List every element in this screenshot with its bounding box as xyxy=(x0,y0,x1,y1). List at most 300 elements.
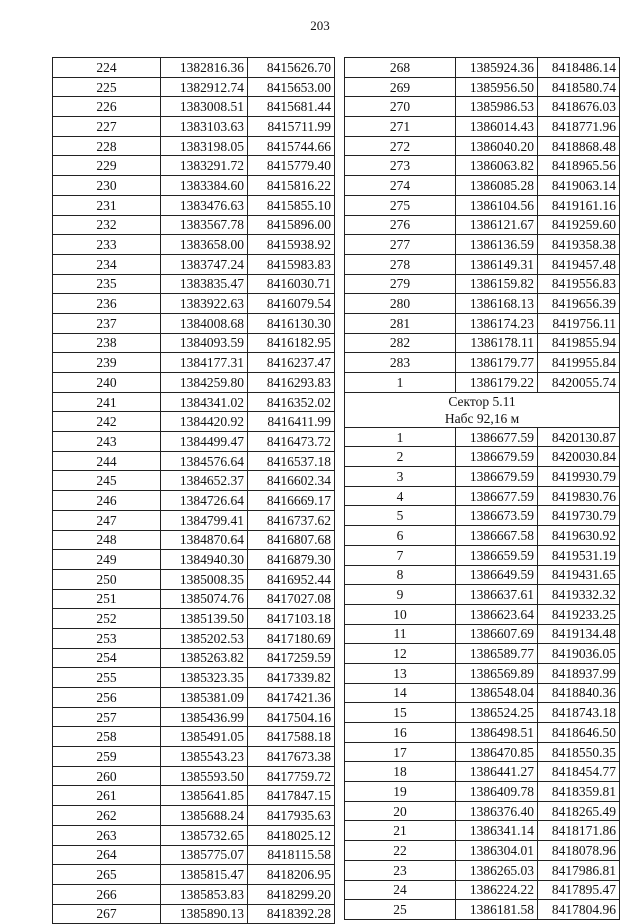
coord-y: 8418454.77 xyxy=(538,762,620,782)
coord-y: 8415938.92 xyxy=(248,235,335,255)
table-row xyxy=(53,451,335,471)
point-number: 248 xyxy=(53,530,161,550)
point-number: 20 xyxy=(345,801,456,821)
coord-x: 1386659.59 xyxy=(456,545,538,565)
page-number: 203 xyxy=(310,18,330,33)
coord-x: 1386673.59 xyxy=(456,506,538,526)
coord-x: 1386040.20 xyxy=(456,136,538,156)
coord-y: 8417588.18 xyxy=(248,727,335,747)
table-row xyxy=(53,195,335,215)
table-row xyxy=(345,467,620,487)
table-row xyxy=(53,294,335,314)
table-row xyxy=(345,841,620,861)
coord-x: 1386136.59 xyxy=(456,235,538,255)
coord-y: 8415816.22 xyxy=(248,176,335,196)
coord-x: 1385436.99 xyxy=(161,707,248,727)
point-number: 247 xyxy=(53,510,161,530)
point-number: 225 xyxy=(53,77,161,97)
section-subtitle: Набс 92,16 м xyxy=(444,410,520,426)
table-row xyxy=(345,526,620,546)
point-number: 236 xyxy=(53,294,161,314)
coordinates-table-left xyxy=(52,57,335,924)
point-number: 245 xyxy=(53,471,161,491)
point-number: 255 xyxy=(53,668,161,688)
point-number: 257 xyxy=(53,707,161,727)
point-number: 238 xyxy=(53,333,161,353)
table-row xyxy=(345,742,620,762)
coord-y: 8416130.30 xyxy=(248,313,335,333)
coord-x: 1383567.78 xyxy=(161,215,248,235)
table-row xyxy=(53,235,335,255)
coord-y: 8416237.47 xyxy=(248,353,335,373)
point-number: 4 xyxy=(345,486,456,506)
coord-x: 1386498.51 xyxy=(456,723,538,743)
table-row xyxy=(53,510,335,530)
coord-x: 1384259.80 xyxy=(161,373,248,393)
table-row xyxy=(345,294,620,314)
coord-x: 1384008.68 xyxy=(161,313,248,333)
table-row xyxy=(345,427,620,447)
table-row xyxy=(345,195,620,215)
coord-y: 8418965.56 xyxy=(538,156,620,176)
coord-y: 8418299.20 xyxy=(248,884,335,904)
table-row xyxy=(53,412,335,432)
point-number: 14 xyxy=(345,683,456,703)
table-row xyxy=(345,565,620,585)
table-row xyxy=(53,274,335,294)
table-row xyxy=(53,136,335,156)
coord-y: 8418937.99 xyxy=(538,663,620,683)
point-number: 25 xyxy=(345,900,456,920)
coord-x: 1383291.72 xyxy=(161,156,248,176)
coord-y: 8419233.25 xyxy=(538,604,620,624)
coord-y: 8419756.11 xyxy=(538,313,620,333)
coord-y: 8418580.74 xyxy=(538,77,620,97)
coord-y: 8418115.58 xyxy=(248,845,335,865)
point-number: 268 xyxy=(345,58,456,78)
table-row xyxy=(345,545,620,565)
table-row xyxy=(53,215,335,235)
coord-y: 8417180.69 xyxy=(248,628,335,648)
table-row xyxy=(345,506,620,526)
point-number: 239 xyxy=(53,353,161,373)
coord-y: 8417759.72 xyxy=(248,766,335,786)
coord-x: 1384576.64 xyxy=(161,451,248,471)
coord-y: 8419730.79 xyxy=(538,506,620,526)
table-row xyxy=(53,825,335,845)
coord-x: 1382912.74 xyxy=(161,77,248,97)
coord-y: 8416030.71 xyxy=(248,274,335,294)
coord-x: 1386014.43 xyxy=(456,117,538,137)
coord-x: 1385543.23 xyxy=(161,747,248,767)
table-row xyxy=(345,663,620,683)
point-number: 3 xyxy=(345,467,456,487)
coord-y: 8417504.16 xyxy=(248,707,335,727)
point-number: 262 xyxy=(53,806,161,826)
coord-x: 1386679.59 xyxy=(456,467,538,487)
table-row xyxy=(345,373,620,393)
coord-x: 1386679.59 xyxy=(456,447,538,467)
coord-y: 8418025.12 xyxy=(248,825,335,845)
point-number: 243 xyxy=(53,432,161,452)
coord-y: 8419656.39 xyxy=(538,294,620,314)
coord-x: 1385202.53 xyxy=(161,628,248,648)
point-number: 237 xyxy=(53,313,161,333)
coord-x: 1384420.92 xyxy=(161,412,248,432)
coord-y: 8418743.18 xyxy=(538,703,620,723)
coord-x: 1386341.14 xyxy=(456,821,538,841)
coord-x: 1386174.23 xyxy=(456,313,538,333)
coord-y: 8417673.38 xyxy=(248,747,335,767)
coord-x: 1385853.83 xyxy=(161,884,248,904)
coord-x: 1386637.61 xyxy=(456,585,538,605)
coord-x: 1383922.63 xyxy=(161,294,248,314)
coord-y: 8416079.54 xyxy=(248,294,335,314)
coord-y: 8416737.62 xyxy=(248,510,335,530)
table-row xyxy=(53,884,335,904)
point-number: 253 xyxy=(53,628,161,648)
coord-y: 8418486.14 xyxy=(538,58,620,78)
point-number: 232 xyxy=(53,215,161,235)
table-row xyxy=(53,373,335,393)
coord-y: 8417421.36 xyxy=(248,688,335,708)
point-number: 283 xyxy=(345,353,456,373)
coord-y: 8419531.19 xyxy=(538,545,620,565)
point-number: 240 xyxy=(53,373,161,393)
coord-x: 1386470.85 xyxy=(456,742,538,762)
coord-x: 1385323.35 xyxy=(161,668,248,688)
table-row xyxy=(345,176,620,196)
coord-x: 1386667.58 xyxy=(456,526,538,546)
table-row xyxy=(53,845,335,865)
coord-y: 8415681.44 xyxy=(248,97,335,117)
table-row xyxy=(53,333,335,353)
table-row xyxy=(345,723,620,743)
coord-y: 8416669.17 xyxy=(248,491,335,511)
table-row xyxy=(345,900,620,920)
point-number: 1 xyxy=(345,427,456,447)
coord-y: 8417804.96 xyxy=(538,900,620,920)
coord-y: 8418206.95 xyxy=(248,865,335,885)
coord-y: 8415779.40 xyxy=(248,156,335,176)
table-row xyxy=(53,77,335,97)
table-row xyxy=(345,313,620,333)
coord-y: 8419930.79 xyxy=(538,467,620,487)
coord-x: 1386623.64 xyxy=(456,604,538,624)
coord-x: 1386441.27 xyxy=(456,762,538,782)
point-number: 6 xyxy=(345,526,456,546)
coord-y: 8418265.49 xyxy=(538,801,620,821)
table-row xyxy=(345,117,620,137)
point-number: 241 xyxy=(53,392,161,412)
coord-x: 1386181.58 xyxy=(456,900,538,920)
coord-y: 8417986.81 xyxy=(538,860,620,880)
point-number: 277 xyxy=(345,235,456,255)
coord-x: 1385491.05 xyxy=(161,727,248,747)
table-row xyxy=(345,624,620,644)
coord-x: 1386376.40 xyxy=(456,801,538,821)
point-number: 249 xyxy=(53,550,161,570)
coord-x: 1384940.30 xyxy=(161,550,248,570)
coord-x: 1383103.63 xyxy=(161,117,248,137)
point-number: 281 xyxy=(345,313,456,333)
coord-x: 1385139.50 xyxy=(161,609,248,629)
coord-x: 1384799.41 xyxy=(161,510,248,530)
coord-y: 8418676.03 xyxy=(538,97,620,117)
point-number: 23 xyxy=(345,860,456,880)
table-row xyxy=(345,585,620,605)
table-row xyxy=(345,254,620,274)
point-number: 246 xyxy=(53,491,161,511)
table-row xyxy=(53,865,335,885)
coord-x: 1386168.13 xyxy=(456,294,538,314)
coord-y: 8419830.76 xyxy=(538,486,620,506)
coord-x: 1384341.02 xyxy=(161,392,248,412)
table-row xyxy=(53,117,335,137)
coord-y: 8417103.18 xyxy=(248,609,335,629)
point-number: 265 xyxy=(53,865,161,885)
table-row xyxy=(53,392,335,412)
table-row xyxy=(53,668,335,688)
table-row xyxy=(53,688,335,708)
table-row xyxy=(345,821,620,841)
coord-x: 1386179.77 xyxy=(456,353,538,373)
table-row xyxy=(53,569,335,589)
coord-y: 8418078.96 xyxy=(538,841,620,861)
coord-x: 1386589.77 xyxy=(456,644,538,664)
coord-x: 1384177.31 xyxy=(161,353,248,373)
table-row xyxy=(345,97,620,117)
coord-x: 1383835.47 xyxy=(161,274,248,294)
point-number: 13 xyxy=(345,663,456,683)
coord-y: 8419036.05 xyxy=(538,644,620,664)
coord-x: 1385890.13 xyxy=(161,904,248,924)
coord-y: 8416293.83 xyxy=(248,373,335,393)
table-row xyxy=(53,628,335,648)
table-row xyxy=(53,58,335,78)
table-row xyxy=(345,860,620,880)
point-number: 8 xyxy=(345,565,456,585)
coord-y: 8416182.95 xyxy=(248,333,335,353)
coord-x: 1385732.65 xyxy=(161,825,248,845)
coordinates-table-right xyxy=(344,57,620,920)
coord-x: 1383198.05 xyxy=(161,136,248,156)
table-row xyxy=(53,707,335,727)
coord-y: 8418646.50 xyxy=(538,723,620,743)
point-number: 266 xyxy=(53,884,161,904)
coord-y: 8418392.28 xyxy=(248,904,335,924)
point-number: 260 xyxy=(53,766,161,786)
coord-y: 8420130.87 xyxy=(538,427,620,447)
coord-x: 1385924.36 xyxy=(456,58,538,78)
table-row xyxy=(53,530,335,550)
coord-y: 8416879.30 xyxy=(248,550,335,570)
point-number: 11 xyxy=(345,624,456,644)
coord-x: 1385008.35 xyxy=(161,569,248,589)
coord-x: 1383384.60 xyxy=(161,176,248,196)
coord-x: 1383008.51 xyxy=(161,97,248,117)
table-row xyxy=(53,432,335,452)
coord-x: 1385593.50 xyxy=(161,766,248,786)
coord-x: 1384499.47 xyxy=(161,432,248,452)
point-number: 234 xyxy=(53,254,161,274)
table-row xyxy=(53,589,335,609)
point-number: 1 xyxy=(345,373,456,393)
coord-x: 1386607.69 xyxy=(456,624,538,644)
point-number: 9 xyxy=(345,585,456,605)
coord-y: 8419556.83 xyxy=(538,274,620,294)
point-number: 275 xyxy=(345,195,456,215)
coord-x: 1386159.82 xyxy=(456,274,538,294)
coord-y: 8415896.00 xyxy=(248,215,335,235)
point-number: 282 xyxy=(345,333,456,353)
table-row xyxy=(345,156,620,176)
coord-y: 8416352.02 xyxy=(248,392,335,412)
point-number: 24 xyxy=(345,880,456,900)
coord-y: 8415711.99 xyxy=(248,117,335,137)
coord-x: 1384726.64 xyxy=(161,491,248,511)
point-number: 233 xyxy=(53,235,161,255)
point-number: 235 xyxy=(53,274,161,294)
coord-y: 8417895.47 xyxy=(538,880,620,900)
coord-y: 8419955.84 xyxy=(538,353,620,373)
coord-y: 8418840.36 xyxy=(538,683,620,703)
table-row xyxy=(345,644,620,664)
coord-x: 1385263.82 xyxy=(161,648,248,668)
coord-y: 8420055.74 xyxy=(538,373,620,393)
point-number: 267 xyxy=(53,904,161,924)
table-row xyxy=(345,604,620,624)
coord-x: 1385381.09 xyxy=(161,688,248,708)
table-row xyxy=(53,727,335,747)
table-row xyxy=(53,550,335,570)
point-number: 224 xyxy=(53,58,161,78)
coord-x: 1385641.85 xyxy=(161,786,248,806)
coord-y: 8417027.08 xyxy=(248,589,335,609)
coord-x: 1386178.11 xyxy=(456,333,538,353)
table-row xyxy=(345,136,620,156)
point-number: 16 xyxy=(345,723,456,743)
point-number: 263 xyxy=(53,825,161,845)
point-number: 278 xyxy=(345,254,456,274)
table-row xyxy=(345,274,620,294)
coord-y: 8416602.34 xyxy=(248,471,335,491)
coord-y: 8419134.48 xyxy=(538,624,620,644)
table-row xyxy=(53,786,335,806)
point-number: 12 xyxy=(345,644,456,664)
table-row xyxy=(345,880,620,900)
table-row xyxy=(53,97,335,117)
section-header-row xyxy=(345,392,620,427)
coord-x: 1386179.22 xyxy=(456,373,538,393)
point-number: 280 xyxy=(345,294,456,314)
point-number: 10 xyxy=(345,604,456,624)
coord-y: 8415983.83 xyxy=(248,254,335,274)
point-number: 244 xyxy=(53,451,161,471)
point-number: 273 xyxy=(345,156,456,176)
coord-y: 8419332.32 xyxy=(538,585,620,605)
section-title: Сектор 5.11 xyxy=(448,393,516,409)
coord-y: 8417935.63 xyxy=(248,806,335,826)
coord-x: 1386304.01 xyxy=(456,841,538,861)
coord-y: 8419855.94 xyxy=(538,333,620,353)
coord-x: 1386063.82 xyxy=(456,156,538,176)
point-number: 242 xyxy=(53,412,161,432)
table-row xyxy=(53,353,335,373)
coord-x: 1386677.59 xyxy=(456,486,538,506)
point-number: 228 xyxy=(53,136,161,156)
table-row xyxy=(345,353,620,373)
coord-x: 1384652.37 xyxy=(161,471,248,491)
coord-y: 8417847.15 xyxy=(248,786,335,806)
coord-x: 1386409.78 xyxy=(456,782,538,802)
coord-y: 8419063.14 xyxy=(538,176,620,196)
point-number: 256 xyxy=(53,688,161,708)
table-row xyxy=(345,486,620,506)
table-row xyxy=(53,491,335,511)
table-row xyxy=(345,333,620,353)
table-row xyxy=(53,747,335,767)
coord-y: 8415744.66 xyxy=(248,136,335,156)
point-number: 226 xyxy=(53,97,161,117)
point-number: 270 xyxy=(345,97,456,117)
section-header xyxy=(345,392,620,427)
coord-y: 8419431.65 xyxy=(538,565,620,585)
coord-x: 1383658.00 xyxy=(161,235,248,255)
coord-x: 1386548.04 xyxy=(456,683,538,703)
table-row xyxy=(53,806,335,826)
point-number: 259 xyxy=(53,747,161,767)
point-number: 15 xyxy=(345,703,456,723)
coord-x: 1385074.76 xyxy=(161,589,248,609)
point-number: 229 xyxy=(53,156,161,176)
table-row xyxy=(53,176,335,196)
table-row xyxy=(345,77,620,97)
coord-x: 1386104.56 xyxy=(456,195,538,215)
point-number: 2 xyxy=(345,447,456,467)
coord-x: 1386649.59 xyxy=(456,565,538,585)
coord-y: 8418359.81 xyxy=(538,782,620,802)
table-row xyxy=(53,156,335,176)
coord-x: 1386265.03 xyxy=(456,860,538,880)
coord-x: 1382816.36 xyxy=(161,58,248,78)
table-row xyxy=(345,683,620,703)
point-number: 19 xyxy=(345,782,456,802)
table-row xyxy=(53,254,335,274)
coord-y: 8415855.10 xyxy=(248,195,335,215)
coord-x: 1386524.25 xyxy=(456,703,538,723)
point-number: 251 xyxy=(53,589,161,609)
table-row xyxy=(345,782,620,802)
table-row xyxy=(53,313,335,333)
table-row xyxy=(345,215,620,235)
coord-x: 1386085.28 xyxy=(456,176,538,196)
point-number: 261 xyxy=(53,786,161,806)
point-number: 272 xyxy=(345,136,456,156)
coord-y: 8418550.35 xyxy=(538,742,620,762)
point-number: 250 xyxy=(53,569,161,589)
coord-y: 8416952.44 xyxy=(248,569,335,589)
point-number: 274 xyxy=(345,176,456,196)
coord-y: 8417259.59 xyxy=(248,648,335,668)
table-row xyxy=(53,766,335,786)
coord-y: 8415653.00 xyxy=(248,77,335,97)
coord-x: 1385956.50 xyxy=(456,77,538,97)
coord-x: 1386121.67 xyxy=(456,215,538,235)
coord-x: 1386569.89 xyxy=(456,663,538,683)
coord-y: 8416537.18 xyxy=(248,451,335,471)
point-number: 258 xyxy=(53,727,161,747)
